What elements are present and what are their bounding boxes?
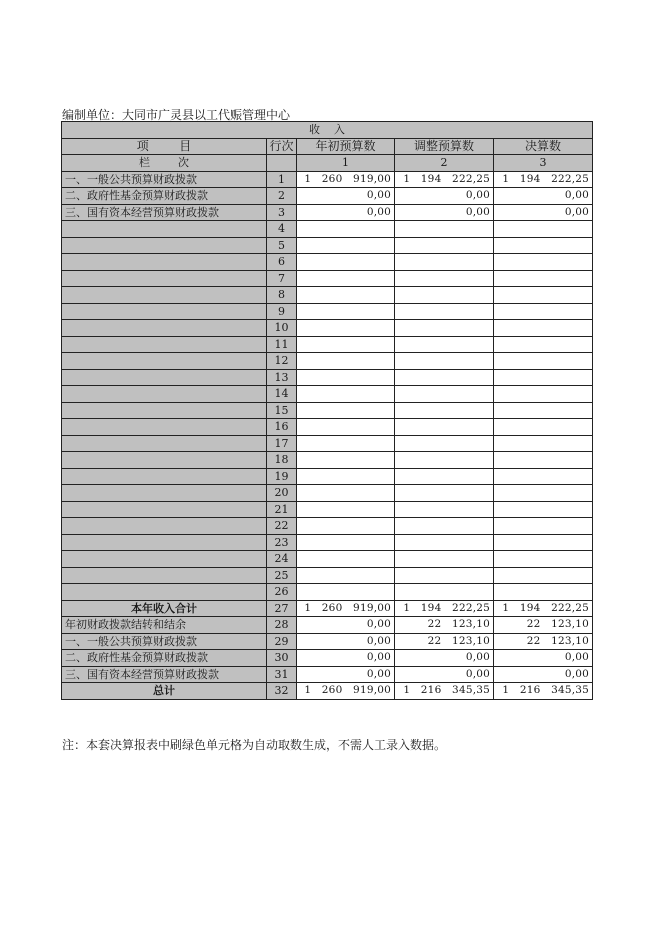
cell-row-no: 19 <box>267 468 297 485</box>
cell-item <box>62 320 267 337</box>
cell-adjusted-budget: 22 123,10 <box>395 617 494 634</box>
cell-initial-budget <box>297 369 395 386</box>
cell-adjusted-budget <box>395 353 494 370</box>
cell-item: 总计 <box>62 683 267 700</box>
table-row <box>62 534 593 551</box>
cell-adjusted-budget: 1 194 222,25 <box>395 600 494 617</box>
cell-adjusted-budget: 1 194 222,25 <box>395 171 494 188</box>
cell-item: 二、政府性基金预算财政拨款 <box>62 650 267 667</box>
cell-row-no: 30 <box>267 650 297 667</box>
column-index-row <box>62 155 593 172</box>
cell-final-accounts <box>494 369 593 386</box>
lanci-col1: 1 <box>297 155 395 172</box>
cell-initial-budget <box>297 419 395 436</box>
cell-row-no: 12 <box>267 353 297 370</box>
table-row <box>62 633 593 650</box>
cell-item: 年初财政拨款结转和结余 <box>62 617 267 634</box>
cell-row-no: 10 <box>267 320 297 337</box>
header-initial-budget: 年初预算数 <box>297 138 395 155</box>
lanci-col3: 3 <box>494 155 593 172</box>
cell-adjusted-budget <box>395 518 494 535</box>
cell-initial-budget <box>297 270 395 287</box>
cell-adjusted-budget <box>395 485 494 502</box>
cell-adjusted-budget <box>395 386 494 403</box>
cell-adjusted-budget <box>395 402 494 419</box>
cell-item <box>62 369 267 386</box>
cell-initial-budget <box>297 485 395 502</box>
cell-item <box>62 435 267 452</box>
cell-item <box>62 254 267 271</box>
table-row <box>62 402 593 419</box>
cell-initial-budget <box>297 402 395 419</box>
cell-initial-budget: 0,00 <box>297 188 395 205</box>
cell-row-no: 11 <box>267 336 297 353</box>
cell-initial-budget <box>297 303 395 320</box>
cell-adjusted-budget <box>395 254 494 271</box>
table-row <box>62 584 593 601</box>
cell-final-accounts <box>494 567 593 584</box>
lanci-col2: 2 <box>395 155 494 172</box>
cell-item <box>62 270 267 287</box>
cell-adjusted-budget <box>395 468 494 485</box>
cell-initial-budget <box>297 435 395 452</box>
cell-final-accounts: 0,00 <box>494 650 593 667</box>
cell-row-no: 18 <box>267 452 297 469</box>
cell-item <box>62 452 267 469</box>
cell-row-no: 20 <box>267 485 297 502</box>
table-row <box>62 270 593 287</box>
cell-final-accounts <box>494 501 593 518</box>
cell-item <box>62 501 267 518</box>
cell-row-no: 13 <box>267 369 297 386</box>
cell-adjusted-budget <box>395 452 494 469</box>
cell-row-no: 7 <box>267 270 297 287</box>
table-row <box>62 567 593 584</box>
cell-adjusted-budget: 1 216 345,35 <box>395 683 494 700</box>
cell-row-no: 23 <box>267 534 297 551</box>
cell-item: 三、国有资本经营预算财政拨款 <box>62 204 267 221</box>
cell-item <box>62 386 267 403</box>
cell-final-accounts <box>494 237 593 254</box>
table-row <box>62 683 593 700</box>
cell-row-no: 16 <box>267 419 297 436</box>
cell-adjusted-budget: 0,00 <box>395 204 494 221</box>
cell-adjusted-budget <box>395 551 494 568</box>
reporting-unit: 编制单位：大同市广灵县以工代赈管理中心 <box>62 108 291 122</box>
cell-final-accounts: 1 194 222,25 <box>494 171 593 188</box>
table-row <box>62 419 593 436</box>
table-row <box>62 518 593 535</box>
cell-row-no: 3 <box>267 204 297 221</box>
cell-initial-budget: 1 260 919,00 <box>297 683 395 700</box>
cell-adjusted-budget <box>395 270 494 287</box>
table-row <box>62 501 593 518</box>
cell-final-accounts <box>494 468 593 485</box>
cell-final-accounts <box>494 221 593 238</box>
table-row <box>62 617 593 634</box>
cell-adjusted-budget: 0,00 <box>395 188 494 205</box>
table-title: 收 入 <box>62 122 593 139</box>
header-adjusted-budget: 调整预算数 <box>395 138 494 155</box>
cell-initial-budget <box>297 336 395 353</box>
cell-item <box>62 303 267 320</box>
cell-final-accounts <box>494 518 593 535</box>
cell-adjusted-budget <box>395 369 494 386</box>
cell-final-accounts <box>494 485 593 502</box>
cell-final-accounts: 1 216 345,35 <box>494 683 593 700</box>
cell-adjusted-budget <box>395 221 494 238</box>
cell-adjusted-budget <box>395 534 494 551</box>
cell-final-accounts <box>494 402 593 419</box>
cell-row-no: 28 <box>267 617 297 634</box>
cell-adjusted-budget <box>395 237 494 254</box>
cell-row-no: 17 <box>267 435 297 452</box>
cell-initial-budget <box>297 287 395 304</box>
cell-adjusted-budget <box>395 501 494 518</box>
table-row <box>62 435 593 452</box>
cell-row-no: 8 <box>267 287 297 304</box>
cell-final-accounts: 0,00 <box>494 204 593 221</box>
table-row <box>62 600 593 617</box>
cell-item <box>62 567 267 584</box>
table-row <box>62 551 593 568</box>
header-final-accounts: 决算数 <box>494 138 593 155</box>
cell-item <box>62 468 267 485</box>
table-row <box>62 204 593 221</box>
cell-final-accounts <box>494 419 593 436</box>
table-row <box>62 386 593 403</box>
table-row <box>62 650 593 667</box>
table-row <box>62 254 593 271</box>
cell-row-no: 29 <box>267 633 297 650</box>
cell-initial-budget <box>297 468 395 485</box>
cell-row-no: 21 <box>267 501 297 518</box>
cell-adjusted-budget <box>395 567 494 584</box>
cell-final-accounts <box>494 386 593 403</box>
cell-initial-budget <box>297 254 395 271</box>
cell-initial-budget <box>297 534 395 551</box>
footnote: 注：本套决算报表中刷绿色单元格为自动取数生成，不需人工录入数据。 <box>62 738 447 752</box>
cell-item <box>62 518 267 535</box>
table-row <box>62 336 593 353</box>
table-row <box>62 353 593 370</box>
cell-row-no: 1 <box>267 171 297 188</box>
cell-final-accounts <box>494 452 593 469</box>
cell-row-no: 32 <box>267 683 297 700</box>
title-row <box>62 122 593 139</box>
cell-initial-budget: 0,00 <box>297 650 395 667</box>
header-row-no: 行次 <box>267 138 297 155</box>
cell-item <box>62 485 267 502</box>
cell-final-accounts <box>494 287 593 304</box>
cell-final-accounts <box>494 254 593 271</box>
table-row <box>62 303 593 320</box>
cell-item: 二、政府性基金预算财政拨款 <box>62 188 267 205</box>
table-row <box>62 237 593 254</box>
cell-row-no: 5 <box>267 237 297 254</box>
cell-initial-budget <box>297 567 395 584</box>
table-row <box>62 468 593 485</box>
cell-row-no: 27 <box>267 600 297 617</box>
cell-item <box>62 221 267 238</box>
cell-item: 一、一般公共预算财政拨款 <box>62 171 267 188</box>
cell-initial-budget: 1 260 919,00 <box>297 600 395 617</box>
table-row <box>62 221 593 238</box>
cell-row-no: 15 <box>267 402 297 419</box>
cell-final-accounts: 0,00 <box>494 666 593 683</box>
cell-row-no: 26 <box>267 584 297 601</box>
cell-item <box>62 402 267 419</box>
header-item: 项 目 <box>62 138 267 155</box>
cell-item <box>62 287 267 304</box>
table-row <box>62 452 593 469</box>
cell-initial-budget: 0,00 <box>297 666 395 683</box>
cell-final-accounts <box>494 435 593 452</box>
cell-initial-budget: 0,00 <box>297 633 395 650</box>
cell-final-accounts: 0,00 <box>494 188 593 205</box>
lanci-label: 栏 次 <box>62 155 267 172</box>
cell-adjusted-budget <box>395 320 494 337</box>
cell-adjusted-budget: 0,00 <box>395 650 494 667</box>
cell-initial-budget <box>297 320 395 337</box>
cell-final-accounts <box>494 303 593 320</box>
table-row <box>62 369 593 386</box>
cell-adjusted-budget: 22 123,10 <box>395 633 494 650</box>
cell-final-accounts: 22 123,10 <box>494 633 593 650</box>
cell-row-no: 9 <box>267 303 297 320</box>
cell-row-no: 14 <box>267 386 297 403</box>
cell-final-accounts <box>494 551 593 568</box>
cell-initial-budget <box>297 386 395 403</box>
cell-adjusted-budget <box>395 336 494 353</box>
cell-initial-budget: 0,00 <box>297 204 395 221</box>
table-row <box>62 485 593 502</box>
cell-final-accounts <box>494 270 593 287</box>
cell-item <box>62 534 267 551</box>
cell-initial-budget: 0,00 <box>297 617 395 634</box>
cell-row-no: 24 <box>267 551 297 568</box>
cell-item <box>62 419 267 436</box>
table-row <box>62 287 593 304</box>
cell-adjusted-budget <box>395 287 494 304</box>
table-row <box>62 320 593 337</box>
table-row <box>62 666 593 683</box>
cell-adjusted-budget <box>395 584 494 601</box>
cell-row-no: 25 <box>267 567 297 584</box>
cell-item <box>62 551 267 568</box>
cell-adjusted-budget <box>395 303 494 320</box>
table-row <box>62 188 593 205</box>
cell-final-accounts <box>494 584 593 601</box>
cell-initial-budget <box>297 518 395 535</box>
cell-final-accounts: 22 123,10 <box>494 617 593 634</box>
cell-initial-budget <box>297 221 395 238</box>
cell-item <box>62 584 267 601</box>
cell-adjusted-budget <box>395 419 494 436</box>
lanci-blank <box>267 155 297 172</box>
cell-item: 本年收入合计 <box>62 600 267 617</box>
cell-final-accounts <box>494 320 593 337</box>
cell-initial-budget <box>297 237 395 254</box>
cell-item <box>62 353 267 370</box>
cell-row-no: 2 <box>267 188 297 205</box>
cell-item: 三、国有资本经营预算财政拨款 <box>62 666 267 683</box>
cell-adjusted-budget <box>395 435 494 452</box>
cell-item <box>62 336 267 353</box>
cell-row-no: 4 <box>267 221 297 238</box>
cell-initial-budget <box>297 584 395 601</box>
cell-final-accounts <box>494 336 593 353</box>
cell-initial-budget <box>297 551 395 568</box>
cell-row-no: 22 <box>267 518 297 535</box>
cell-initial-budget: 1 260 919,00 <box>297 171 395 188</box>
cell-final-accounts <box>494 534 593 551</box>
cell-initial-budget <box>297 452 395 469</box>
cell-item <box>62 237 267 254</box>
header-row <box>62 138 593 155</box>
income-table <box>61 121 593 700</box>
cell-final-accounts <box>494 353 593 370</box>
table-row <box>62 171 593 188</box>
cell-row-no: 31 <box>267 666 297 683</box>
cell-row-no: 6 <box>267 254 297 271</box>
cell-initial-budget <box>297 501 395 518</box>
cell-adjusted-budget: 0,00 <box>395 666 494 683</box>
cell-item: 一、一般公共预算财政拨款 <box>62 633 267 650</box>
cell-final-accounts: 1 194 222,25 <box>494 600 593 617</box>
cell-initial-budget <box>297 353 395 370</box>
